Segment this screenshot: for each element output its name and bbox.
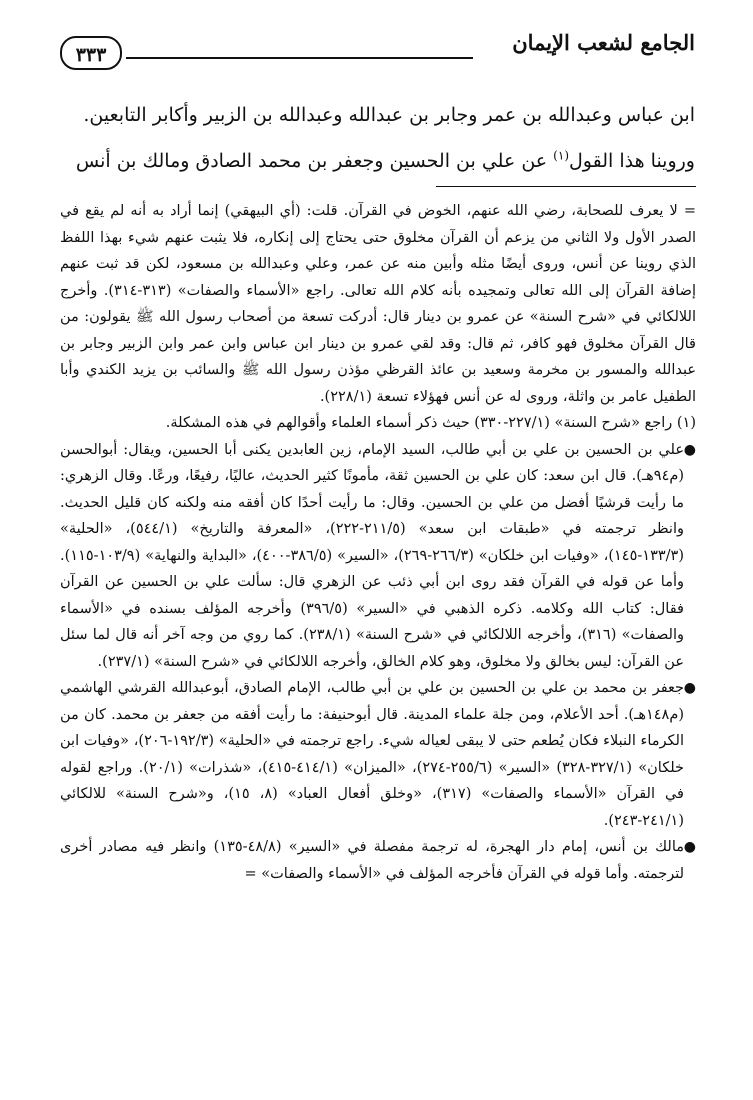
page-number: ٣٣٣ xyxy=(60,36,122,70)
header-rule xyxy=(126,57,473,59)
main-text-line xyxy=(60,138,695,184)
bullet-text: مالك بن أنس، إمام دار الهجرة، له ترجمة مفصلة في «السير» (٤٨/٨-١٣٥) وانظر فيه مصادر أخرى لترجمته. وأما قوله في القرآن فأخرجه المؤلف في «الأسماء والصفات» = xyxy=(60,839,685,882)
bullet-icon: ● xyxy=(683,680,696,696)
footnote-bullet xyxy=(60,675,696,834)
book-title: الجامع لشعب الإيمان xyxy=(512,30,695,55)
footnote-continuation: = لا يعرف للصحابة، رضي الله عنهم، الخوض في القرآن. قلت: (أي البيهقي) إنما أراد به أنه لم يقع في الصدر الأول ولا الثاني من يزعم أن القرآن مخلوق حتى يحتاج إلى إنكاره، فلا يثبت عنهم شيء بهذا اللفظ الذي روينا عن أنس، وروى أيضًا مثله وأبين منه عن عمر، وعلي وعبدالله بن مسعود، لكن قد ثبت عنهم إضافة القرآن إلى الله تعالى وتمجيده بأنه كلام الله تعالى. راجع «الأسماء والصفات» (٣١٣-٣١٤). وأخرج اللالكائي في «شرح السنة» عن عمرو بن دينار قال: أدركت تسعة من أصحاب رسول الله ﷺ يقولون: من قال القرآن مخلوق فهو كافر، ثم قال: وقد لقي عمرو بن دينار ابن عباس وابن عمر وابن الزبير وجابر بن عبدالله والمسور بن مخرمة وسعيد بن عائذ القرظي مؤذن رسول الله ﷺ والسائب بن يزيد الكندي وأبا الطفيل عامر بن واثلة، وروى له عن أنس فهؤلاء تسعة (٢٢٨/١). xyxy=(60,203,696,405)
footnote-reference: (١) xyxy=(553,148,569,163)
bullet-text: جعفر بن محمد بن علي بن الحسين بن علي بن أبي طالب، الإمام الصادق، أبوعبدالله القرشي الهاشمي (م١٤٨هـ). أحد الأعلام، ومن جلة علماء المدينة. قال أبوحنيفة: ما رأيت أفقه من جعفر بن محمد. كان من الكرماء النبلاء فكان يُطعم حتى لا يبقى لعياله شيء. راجع ترجمته في «الحلية» (١٩٢/٣-٢٠٦)، «وفيات ابن خلكان» (٣٢٧/١-٣٢٨) «السير» (٢٥٥/٦-٢٧٤)، «الميزان» (٤١٤/١-٤١٥)، «شذرات» (٢٠/١). وراجع لقوله في القرآن «الأسماء والصفات» (٣١٧)، «وخلق أفعال العباد» (٨، ١٥)، و«شرح السنة» للالكائي (٢٤١/١-٢٤٣). xyxy=(60,680,684,829)
bullet-icon: ● xyxy=(683,839,696,855)
footnotes xyxy=(60,198,696,887)
main-text-line: ابن عباس وعبدالله بن عمر وجابر بن عبدالله وعبدالله بن الزبير وأكابر التابعين. xyxy=(83,104,695,126)
bullet-icon: ● xyxy=(683,441,696,458)
footnote-1: (١) راجع «شرح السنة» (٢٢٧/١-٣٣٠) حيث ذكر أسماء العلماء وأقوالهم في هذه المشكلة. xyxy=(165,415,696,431)
main-text-fragment: وروينا هذا القول xyxy=(569,150,695,172)
running-header xyxy=(60,30,695,70)
bullet-text: علي بن الحسين بن علي بن أبي طالب، السيد الإمام، زين العابدين يكنى أبا الحسين، ويقال: أبوالحسن (م٩٤هـ). قال ابن سعد: كان علي بن الحسين ثقة، مأمونًا كثير الحديث، عاليًا، رفيعًا، ورعًا. وقال الزهري: ما رأيت قرشيًا أفضل من علي بن الحسين. وقال: ما رأيت أحدًا كان أفقه منه ولكنه كان قليل الحديث. وانظر ترجمته في «طبقات ابن سعد» (٢١١/٥-٢٢٢)، «المعرفة والتاريخ» (٥٤٤/١)، «الحلية» (١٣٣/٣-١٤٥)، «وفيات ابن خلكان» (٢٦٦/٣-٢٦٩)، «السير» (٣٨٦/٥-٤٠٠)، «البداية والنهاية» (١٠٣/٩-١١٥). وأما عن قوله في القرآن فقد روى ابن أبي ذئب عن الزهري قال: سألت علي بن الحسين عن القرآن فقال: كتاب الله وكلامه. ذكره الذهبي في «السير» (٣٩٦/٥) وأخرجه المؤلف بسنده في «الأسماء والصفات» (٣١٦)، وأخرجه اللالكائي في «شرح السنة» (٢٣٨/١). كما روي من وجه آخر أنه قال لما سئل عن القرآن: ليس بخالق ولا مخلوق، وهو كلام الخالق، وأخرجه اللالكائي في «شرح السنة» (٢٣٧/١). xyxy=(60,441,685,670)
footnote-bullet xyxy=(60,834,696,887)
footnote-separator xyxy=(436,186,696,187)
main-text-fragment: عن علي بن الحسين وجعفر بن محمد الصادق ومالك بن أنس xyxy=(75,150,554,172)
footnote-bullet xyxy=(60,437,696,676)
main-text xyxy=(60,92,695,184)
